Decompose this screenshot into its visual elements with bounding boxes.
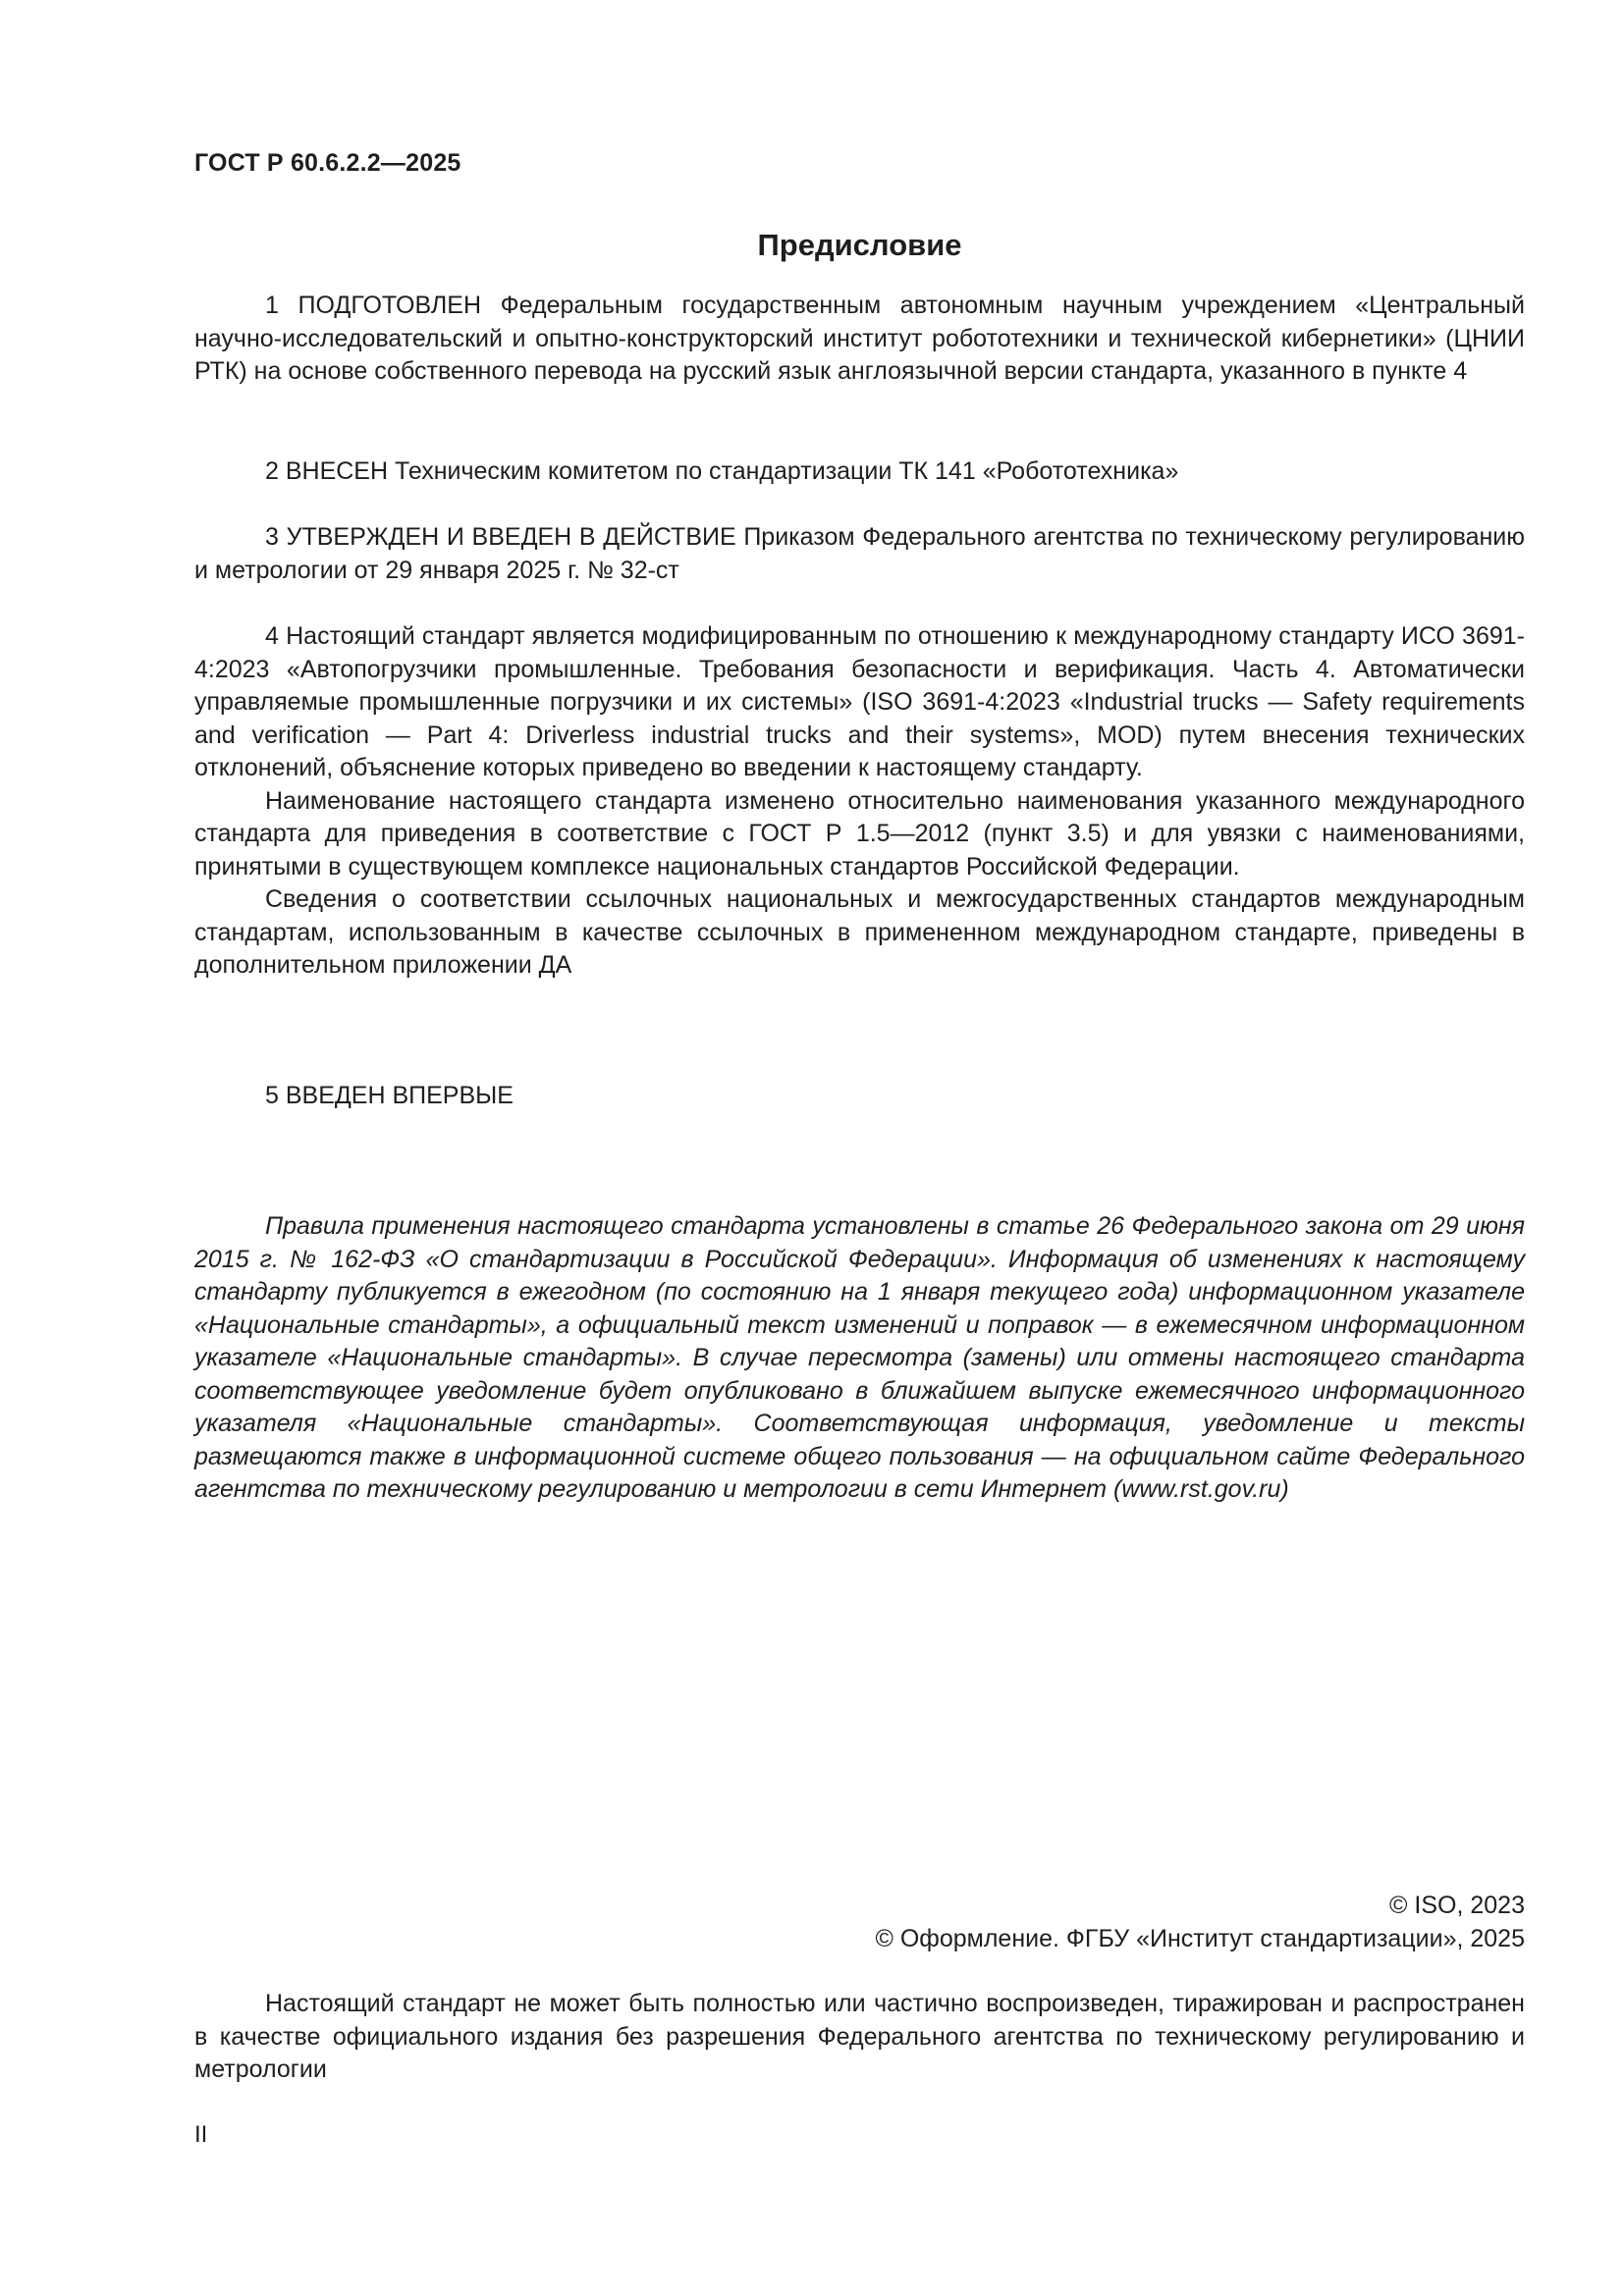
page-number: II xyxy=(194,2121,208,2148)
reproduction-disclaimer: Настоящий стандарт не может быть полностью или частично воспроизведен, тиражирован и распространен в качестве официального издания без разрешения Федерального агентства по техническому регулированию и метрологии xyxy=(194,1990,1525,2083)
foreword-item-4-paragraph-3: Сведения о соответствии ссылочных национальных и межгосударственных стандартов международным стандартам, использованным в качестве ссылочных в примененном международном стандарте, приведены в дополнительном приложении ДА xyxy=(194,885,1525,979)
foreword-item-4-paragraph-2: Наименование настоящего стандарта изменено относительно наименования указанного международного стандарта для приведения в соответствие с ГОСТ Р 1.5—2012 (пункт 3.5) и для увязки с наименованиями, принятыми в существующем комплексе национальных стандартов Российской Федерации. xyxy=(194,786,1525,881)
foreword-item-5 xyxy=(194,1080,1525,1113)
foreword-item-4-paragraph-1: 4 Настоящий стандарт является модифицированным по отношению к международному стандарту ИСО 3691-4:2023 «Автопогрузчики промышленные. Требования безопасности и верификация. Часть 4. Автоматически управляемые промышленные погрузчики и их системы» (ISO 3691-4:2023 «Industrial trucks — Safety requirements and verification — Part 4: Driverless industrial trucks and their systems», MOD) путем внесения технических отклонений, объяснение которых приведено во введении к настоящему стандарту. xyxy=(194,622,1525,781)
design-copyright: © Оформление. ФГБУ «Институт стандартизации», 2025 xyxy=(875,1924,1525,1952)
foreword-item-3 xyxy=(194,521,1525,587)
foreword-item-1-text: 1 ПОДГОТОВЛЕН Федеральным государственным автономным научным учреждением «Центральный научно-исследовательский и опытно-конструкторский институт робототехники и технической кибернетики» (ЦНИИ РТК) на основе собственного перевода на русский язык англоязычной версии стандарта, указанного в пункте 4 xyxy=(194,292,1525,385)
foreword-item-4 xyxy=(194,620,1525,983)
foreword-item-1 xyxy=(194,290,1525,389)
foreword-item-3-text: 3 УТВЕРЖДЕН И ВВЕДЕН В ДЕЙСТВИЕ Приказом Федерального агентства по техническому регулированию и метрологии от 29 января 2025 г. № 32-ст xyxy=(194,523,1525,584)
document-page xyxy=(194,0,1525,2296)
iso-copyright: © ISO, 2023 xyxy=(1389,1892,1525,1919)
copyright-block xyxy=(875,1890,1525,1955)
document-id: ГОСТ Р 60.6.2.2—2025 xyxy=(194,149,461,177)
application-rules-notice: Правила применения настоящего стандарта установлены в статье 26 Федерального закона от 29 июня 2015 г. № 162-ФЗ «О стандартизации в Российской Федерации». Информация об изменениях к настоящему стандарту публикуется в ежегодном (по состоянию на 1 января текущего года) информационном указателе «Национальные стандарты», а официальный текст изменений и поправок — в ежемесячном информационном указателе «Национальные стандарты». В случае пересмотра (замены) или отмены настоящего стандарта соответствующее уведомление будет опубликовано в ближайшем выпуске ежемесячного информационного указателя «Национальные стандарты». Соответствующая информация, уведомление и тексты размещаются также в информационной системе общего пользования — на официальном сайте Федерального агентства по техническому регулированию и метрологии в сети Интернет (www.rst.gov.ru) xyxy=(194,1212,1525,1503)
foreword-item-2-text: 2 ВНЕСЕН Техническим комитетом по стандартизации ТК 141 «Робототехника» xyxy=(265,457,1179,485)
foreword-item-5-text: 5 ВВЕДЕН ВПЕРВЫЕ xyxy=(265,1082,514,1109)
page-title: Предисловие xyxy=(757,228,962,262)
foreword-item-2 xyxy=(194,455,1525,489)
